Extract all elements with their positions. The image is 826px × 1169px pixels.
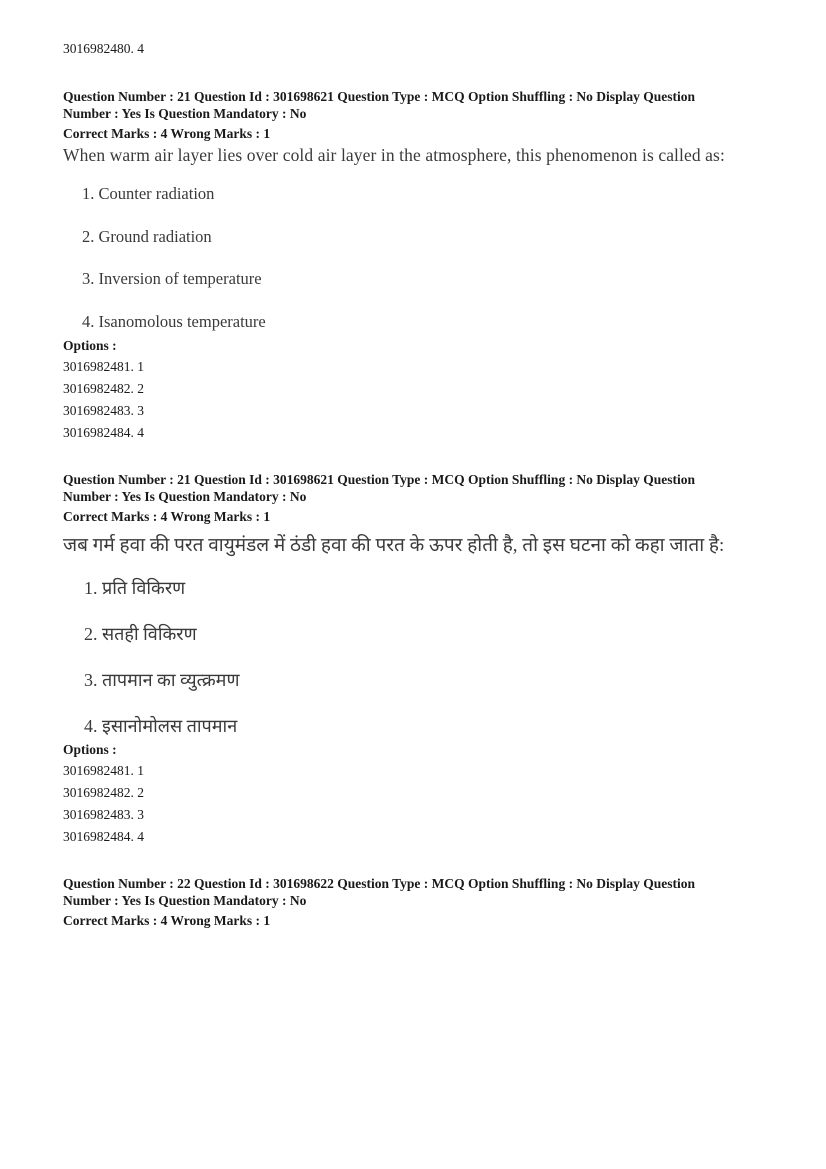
option-id-1: 3016982481. 1 bbox=[63, 359, 144, 374]
previous-option: 3016982480. 4 bbox=[63, 41, 144, 56]
choice-4-hindi: 4. इसानोमोलस तापमान bbox=[84, 716, 238, 736]
option-id-4: 3016982484. 4 bbox=[63, 425, 144, 440]
question-text-hindi: जब गर्म हवा की परत वायुमंडल में ठंडी हवा की परत के ऊपर होती है, तो इस घटना को कहा जाता है: bbox=[63, 535, 725, 556]
question-header-line-2: Number : Yes Is Question Mandatory : No bbox=[63, 489, 307, 504]
choice-2-hindi: 2. सतही विकिरण bbox=[84, 624, 197, 644]
choice-4: 4. Isanomolous temperature bbox=[82, 312, 266, 331]
option-id-2: 3016982482. 2 bbox=[63, 785, 144, 800]
options-label: Options : bbox=[63, 742, 117, 757]
choice-1-hindi: 1. प्रति विकिरण bbox=[84, 578, 186, 598]
question-header-line-2: Number : Yes Is Question Mandatory : No bbox=[63, 106, 307, 121]
choice-3: 3. Inversion of temperature bbox=[82, 269, 262, 288]
choice-3-hindi: 3. तापमान का व्युत्क्रमण bbox=[84, 670, 240, 690]
question-header-line-1: Question Number : 21 Question Id : 301698621 Question Type : MCQ Option Shuffling : No Display Question bbox=[63, 472, 695, 487]
question-header-line-1: Question Number : 22 Question Id : 301698622 Question Type : MCQ Option Shuffling : No Display Question bbox=[63, 876, 695, 891]
option-id-1: 3016982481. 1 bbox=[63, 763, 144, 778]
option-id-3: 3016982483. 3 bbox=[63, 403, 144, 418]
question-marks: Correct Marks : 4 Wrong Marks : 1 bbox=[63, 509, 271, 524]
question-header-line-1: Question Number : 21 Question Id : 301698621 Question Type : MCQ Option Shuffling : No Display Question bbox=[63, 89, 695, 104]
option-id-4: 3016982484. 4 bbox=[63, 829, 144, 844]
option-id-3: 3016982483. 3 bbox=[63, 807, 144, 822]
question-marks: Correct Marks : 4 Wrong Marks : 1 bbox=[63, 913, 271, 928]
question-marks: Correct Marks : 4 Wrong Marks : 1 bbox=[63, 126, 271, 141]
option-id-2: 3016982482. 2 bbox=[63, 381, 144, 396]
options-label: Options : bbox=[63, 338, 117, 353]
question-text: When warm air layer lies over cold air layer in the atmosphere, this phenomenon is called as: bbox=[63, 145, 725, 165]
choice-2: 2. Ground radiation bbox=[82, 227, 212, 246]
choice-1: 1. Counter radiation bbox=[82, 184, 215, 203]
question-header-line-2: Number : Yes Is Question Mandatory : No bbox=[63, 893, 307, 908]
